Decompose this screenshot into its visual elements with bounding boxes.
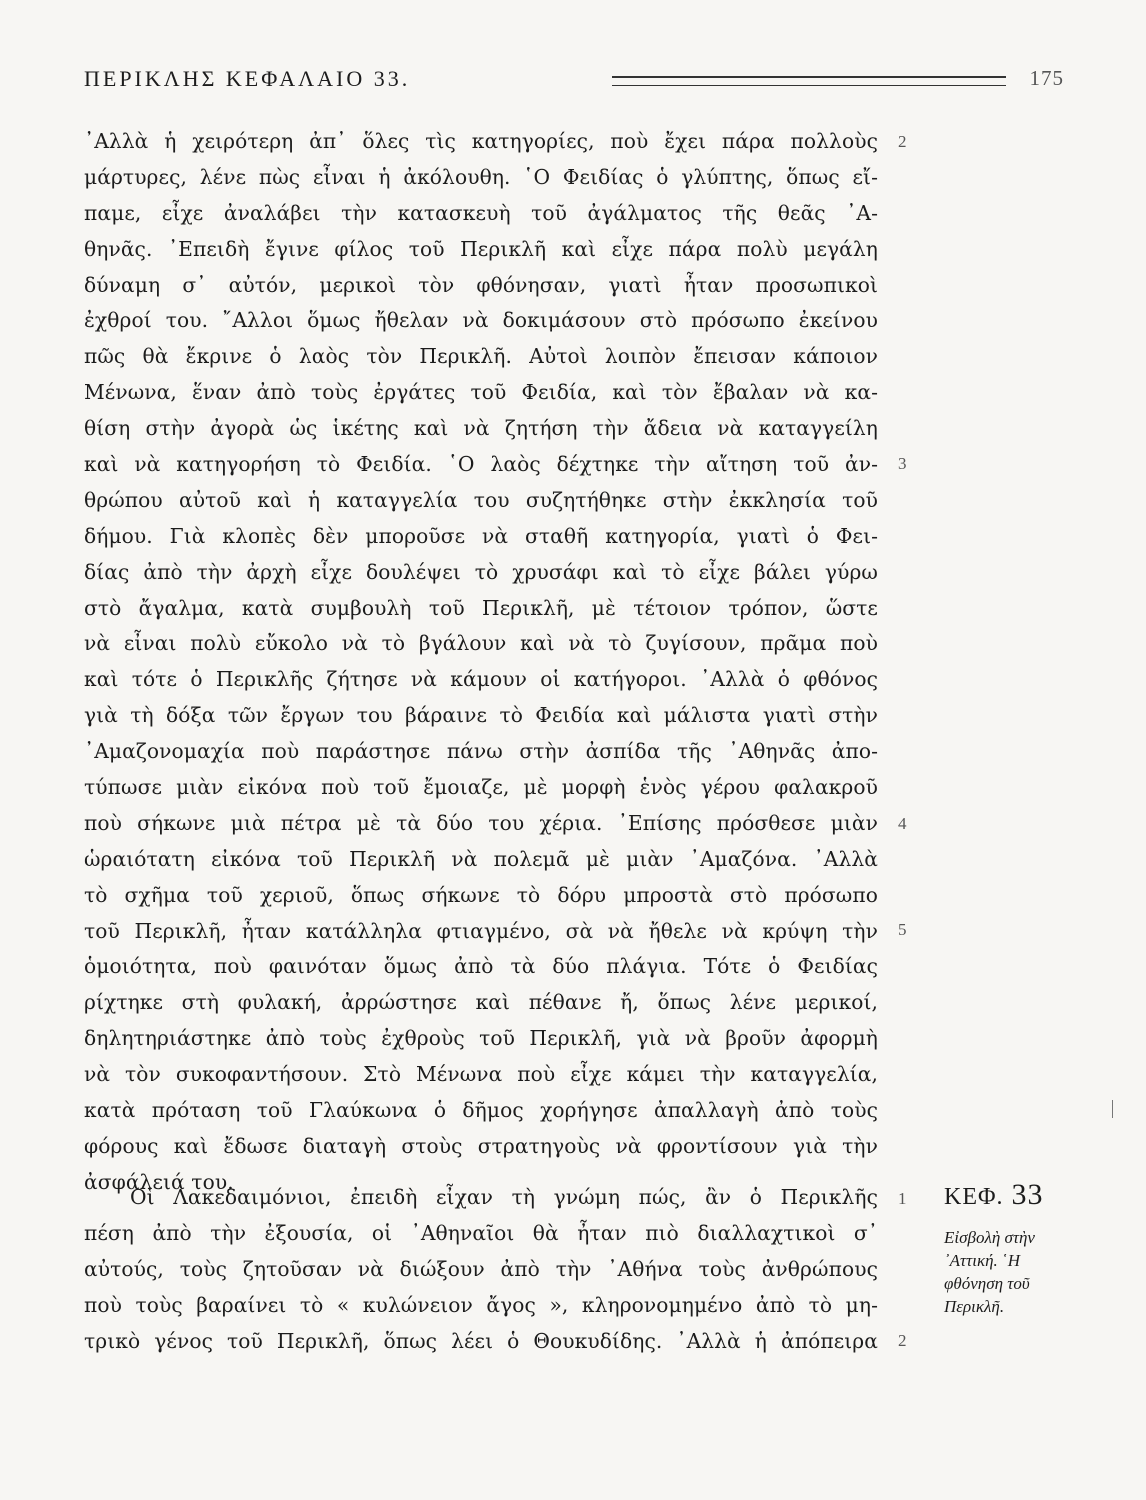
text-line: ὁμοιότητα, ποὺ φαινόταν ὅμως ἀπὸ τὰ δύο πλάγια. Τότε ὁ Φειδίας bbox=[84, 954, 878, 979]
section-number: 5 bbox=[898, 920, 907, 939]
section-number: 1 bbox=[898, 1189, 907, 1208]
text-line: φόρους καὶ ἔδωσε διαταγὴ στοὺς στρατηγοὺς νὰ φροντίσουν γιὰ τὴν bbox=[84, 1133, 878, 1158]
text-line: ἐχθροί του. ῎Αλλοι ὅμως ἤθελαν νὰ δοκιμάσουν στὸ πρόσωπο ἐκείνου bbox=[84, 308, 878, 333]
text-line: ποὺ σήκωνε μιὰ πέτρα μὲ τὰ δύο του χέρια. ᾿Επίσης πρόσθεσε μιὰν bbox=[84, 810, 878, 835]
text-line: δηλητηριάστηκε ἀπὸ τοὺς ἐχθροὺς τοῦ Περικλῆ, γιὰ νὰ βροῦν ἀφορμὴ bbox=[84, 1026, 878, 1051]
text-line: αὐτούς, τοὺς ζητοῦσαν νὰ διώξουν ἀπὸ τὴν ᾿Αθήνα τοὺς ἀνθρώπους bbox=[84, 1256, 878, 1281]
text-line: νὰ τὸν συκοφαντήσουν. Στὸ Μένωνα ποὺ εἶχε κάμει τὴν καταγγελία, bbox=[84, 1062, 878, 1087]
paragraph-block-2 bbox=[84, 1180, 878, 1359]
text-line: τοῦ Περικλῆ, ἦταν κατάλληλα φτιαγμένο, σὰ νὰ ἤθελε νὰ κρύψη τὴν bbox=[84, 918, 878, 943]
chapter-sidenote bbox=[944, 1178, 1144, 1318]
chapter-summary: Εἰσβολὴ στὴν ᾿Αττική. ῾Η φθόνηση τοῦ Περικλῆ. bbox=[944, 1228, 1035, 1316]
text-line: δήμου. Γιὰ κλοπὲς δὲν μποροῦσε νὰ σταθῆ κατηγορία, γιατὶ ὁ Φει- bbox=[84, 523, 878, 548]
text-line: γιὰ τὴ δόξα τῶν ἔργων του βάραινε τὸ Φειδία καὶ μάλιστα γιατὶ στὴν bbox=[84, 703, 878, 728]
paragraph-block-1 bbox=[84, 124, 878, 1201]
text-line: θίση στὴν ἀγορὰ ὡς ἱκέτης καὶ νὰ ζητήση τὴν ἄδεια νὰ καταγγείλη bbox=[84, 416, 878, 441]
text-line: κατὰ πρόταση τοῦ Γλαύκωνα ὁ δῆμος χορήγησε ἀπαλλαγὴ ἀπὸ τοὺς bbox=[84, 1098, 878, 1123]
text-line: δίας ἀπὸ τὴν ἀρχὴ εἶχε δουλέψει τὸ χρυσάφι καὶ τὸ εἶχε βάλει γύρω bbox=[84, 559, 878, 584]
running-title: ΠΕΡΙΚΛΗΣ ΚΕΦΑΛΑΙΟ 33. bbox=[84, 66, 411, 91]
text-line: τύπωσε μιὰν εἰκόνα ποὺ τοῦ ἔμοιαζε, μὲ μορφὴ ἑνὸς γέρου φαλακροῦ bbox=[84, 775, 878, 800]
running-header bbox=[84, 62, 1064, 98]
text-line: τὸ σχῆμα τοῦ χεριοῦ, ὅπως σήκωνε τὸ δόρυ μπροστὰ στὸ πρόσωπο bbox=[84, 882, 878, 907]
chapter-label: ΚΕΦ. bbox=[944, 1184, 1004, 1210]
chapter-heading bbox=[944, 1178, 1144, 1212]
text-line: ρίχτηκε στὴ φυλακή, ἀρρώστησε καὶ πέθανε ἤ, ὅπως λένε μερικοί, bbox=[84, 990, 878, 1015]
text-line: μάρτυρες, λένε πὼς εἶναι ἡ ἀκόλουθη. ῾Ο Φειδίας ὁ γλύπτης, ὅπως εἴ- bbox=[84, 164, 878, 189]
section-number: 3 bbox=[898, 454, 907, 473]
text-line: καὶ τότε ὁ Περικλῆς ζήτησε νὰ κάμουν οἱ κατήγοροι. ᾿Αλλὰ ὁ φθόνος bbox=[84, 667, 878, 692]
text-line: ποὺ τοὺς βαραίνει τὸ « κυλώνειον ἄγος », κληρονομημένο ἀπὸ τὸ μη- bbox=[84, 1292, 878, 1317]
text-line: ᾿Αμαζονομαχία ποὺ παράστησε πάνω στὴν ἀσπίδα τῆς ᾿Αθηνᾶς ἀπο- bbox=[84, 739, 878, 764]
text-line: καὶ νὰ κατηγορήση τὸ Φειδία. ῾Ο λαὸς δέχτηκε τὴν αἴτηση τοῦ ἀν- bbox=[84, 452, 878, 477]
text-line: Οἱ Λακεδαιμόνιοι, ἐπειδὴ εἶχαν τὴ γνώμη πώς, ἂν ὁ Περικλῆς bbox=[130, 1185, 878, 1209]
chapter-number: 33 bbox=[1011, 1178, 1044, 1211]
text-line: παμε, εἶχε ἀναλάβει τὴν κατασκευὴ τοῦ ἀγάλματος τῆς θεᾶς ᾿Α- bbox=[84, 200, 878, 225]
section-number: 2 bbox=[898, 1331, 907, 1350]
text-line: πέση ἀπὸ τὴν ἐξουσία, οἱ ᾿Αθηναῖοι θὰ ἦταν πιὸ διαλλαχτικοὶ σ᾿ bbox=[84, 1220, 878, 1245]
section-number: 4 bbox=[898, 814, 907, 833]
margin-mark bbox=[1112, 1100, 1113, 1118]
text-line: δύναμη σ᾿ αὐτόν, μερικοὶ τὸν φθόνησαν, γιατὶ ἦταν προσωπικοὶ bbox=[84, 272, 878, 297]
text-line: στὸ ἄγαλμα, κατὰ συμβουλὴ τοῦ Περικλῆ, μὲ τέτοιον τρόπον, ὥστε bbox=[84, 595, 878, 620]
text-line: πῶς θὰ ἔκρινε ὁ λαὸς τὸν Περικλῆ. Αὐτοὶ λοιπὸν ἔπεισαν κάποιον bbox=[84, 344, 878, 369]
text-line: ἀσφάλειά του. bbox=[84, 1169, 234, 1194]
text-line: νὰ εἶναι πολὺ εὔκολο νὰ τὸ βγάλουν καὶ νὰ τὸ ζυγίσουν, πρᾶμα ποὺ bbox=[84, 631, 878, 656]
text-line: ᾿Αλλὰ ἡ χειρότερη ἀπ᾿ ὅλες τὶς κατηγορίες, ποὺ ἔχει πάρα πολλοὺς bbox=[84, 129, 878, 153]
text-line: θρώπου αὐτοῦ καὶ ἡ καταγγελία του συζητήθηκε στὴν ἐκκλησία τοῦ bbox=[84, 487, 878, 512]
section-number: 2 bbox=[898, 132, 907, 151]
text-line: ὡραιότατη εἰκόνα τοῦ Περικλῆ νὰ πολεμᾶ μὲ μιὰν ᾿Αμαζόνα. ᾿Αλλὰ bbox=[84, 846, 878, 871]
text-line: θηνᾶς. ᾿Επειδὴ ἔγινε φίλος τοῦ Περικλῆ καὶ εἶχε πάρα πολὺ μεγάλη bbox=[84, 236, 878, 261]
text-line: τρικὸ γένος τοῦ Περικλῆ, ὅπως λέει ὁ Θουκυδίδης. ᾿Αλλὰ ἡ ἀπόπειρα bbox=[84, 1328, 878, 1353]
header-rule bbox=[612, 76, 1006, 86]
text-line: Μένωνα, ἕναν ἀπὸ τοὺς ἐργάτες τοῦ Φειδία, καὶ τὸν ἔβαλαν νὰ κα- bbox=[84, 380, 878, 405]
page-number: 175 bbox=[1029, 66, 1064, 90]
